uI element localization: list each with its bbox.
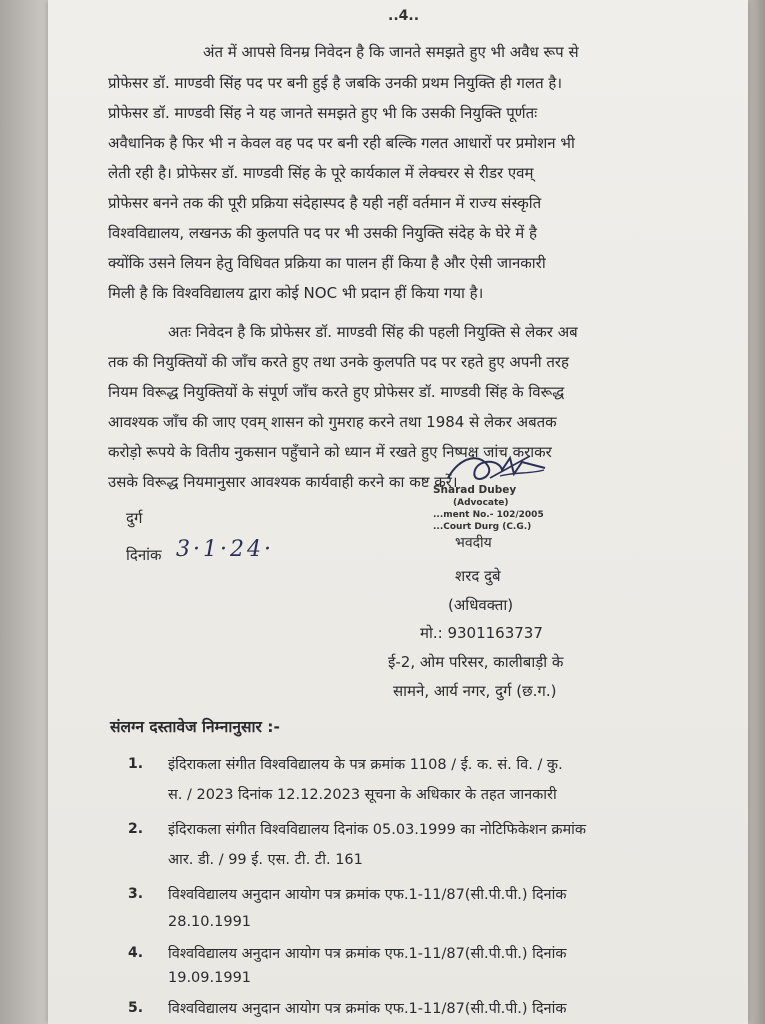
attachment-text: विश्वविद्यालय अनुदान आयोग पत्र क्रमांक एफ.1-11/87(सी.पी.पी.) दिनांक [168,887,567,903]
address-line2: सामने, आर्य नगर, दुर्ग (छ.ग.) [393,682,557,700]
paragraph2-line4: आवश्यक जाँच की जाए एवम् शासन को गुमराह करने तथा 1984 से लेकर अबतक [108,413,557,431]
closing-text: भवदीय [455,535,492,551]
place-label: दुर्ग [126,509,143,527]
paragraph2-line6: उसके विरूद्ध नियमानुसार आवश्यक कार्यवाही करने का कष्ट करें। [108,473,458,491]
sender-name: शरद दुबे [455,567,501,585]
attachment-number: 1. [128,756,144,772]
stamp-court: ...Court Durg (C.G.) [433,522,532,532]
paragraph2-line2: तक की नियुक्तियों की जाँच करते हुए तथा उनके कुलपति पद पर रहते हुए अपनी तरह [108,353,569,371]
attachment-text: विश्वविद्यालय अनुदान आयोग पत्र क्रमांक एफ.1-11/87(सी.पी.पी.) दिनांक [168,1001,567,1017]
paragraph1-line1: अंत में आपसे विनम्र निवेदन है कि जानते समझते हुए भी अवैध रूप से [203,43,579,61]
attachment-number: 2. [128,821,144,837]
date-handwritten: 3·1·24· [176,537,274,562]
attachment-text: इंदिराकला संगीत विश्वविद्यालय दिनांक 05.03.1999 का नोटिफिकेशन क्रमांक [168,822,587,838]
attachment-number: 5. [128,1000,144,1016]
paragraph1-line3: प्रोफेसर डॉ. माण्डवी सिंह ने यह जानते समझते हुए भी कि उसकी नियुक्ति पूर्णतः [108,104,538,122]
paragraph1-line7: विश्वविद्यालय, लखनऊ की कुलपति पद पर भी उसकी नियुक्ति संदेह के घेरे में है [108,224,537,242]
paragraph1-line6: प्रोफेसर बनने तक की पूरी प्रक्रिया संदेहास्पद है यही नहीं वर्तमान में राज्य संस्कृति [108,194,542,212]
document-page [48,0,748,1024]
attachment-number: 3. [128,886,144,902]
paragraph2-line1: अतः निवेदन है कि प्रोफेसर डॉ. माण्डवी सिंह की पहली नियुक्ति से लेकर अब [168,323,578,341]
attachment-text: विश्वविद्यालय अनुदान आयोग पत्र क्रमांक एफ.1-11/87(सी.पी.पी.) दिनांक [168,946,567,962]
attachments-heading: संलग्न दस्तावेज निम्नानुसार :- [110,718,280,736]
sender-title: (अधिवक्ता) [448,596,514,614]
stamp-title: (Advocate) [453,498,509,508]
attachment-text: आर. डी. / 99 ई. एस. टी. टी. 161 [168,852,363,868]
paragraph1-line4: अवैधानिक है फिर भी न केवल वह पद पर बनी रही बल्कि गलत आधारों पर प्रमोशन भी [108,134,575,152]
stamp-enrolment: ...ment No.- 102/2005 [433,510,544,520]
paragraph1-line9: मिली है कि विश्वविद्यालय द्वारा कोई NOC भी प्रदान हीं किया गया है। [108,284,484,302]
paragraph1-line5: लेती रही है। प्रोफेसर डॉ. माण्डवी सिंह के पूरे कार्यकाल में लेक्चरर से रीडर एवम् [108,164,534,182]
date-label: दिनांक [126,546,162,564]
paragraph2-line3: नियम विरूद्ध नियुक्तियों के संपूर्ण जाँच करते हुए प्रोफेसर डॉ. माण्डवी सिंह के विरूद्ध [108,383,565,401]
page-number: ..4.. [388,8,420,24]
stamp-name: Sharad Dubey [433,484,517,496]
paragraph1-line8: क्योंकि उसने लियन हेतु विधिवत प्रक्रिया का पालन हीं किया है और ऐसी जानकारी [108,254,546,272]
mobile-number: मो.: 9301163737 [420,624,543,642]
paragraph1-line2: प्रोफेसर डॉ. माण्डवी सिंह पद पर बनी हुई है जबकि उनकी प्रथम नियुक्ति ही गलत है। [108,74,563,92]
paragraph2-line5: करोड़ो रूपये के वितीय नुकसान पहुँचाने को ध्यान में रखते हुए निष्पक्ष जांच कराकर [108,443,552,461]
attachment-text: 28.10.1991 [168,914,252,930]
attachment-text: 19.09.1991 [168,970,252,986]
attachment-text: स. / 2023 दिनांक 12.12.2023 सूचना के अधिकार के तहत जानकारी [168,787,557,803]
attachment-number: 4. [128,945,144,961]
attachment-text: इंदिराकला संगीत विश्वविद्यालय के पत्र क्रमांक 1108 / ई. क. सं. वि. / कु. [168,757,563,773]
address-line1: ई-2, ओम परिसर, कालीबाड़ी के [388,653,564,671]
